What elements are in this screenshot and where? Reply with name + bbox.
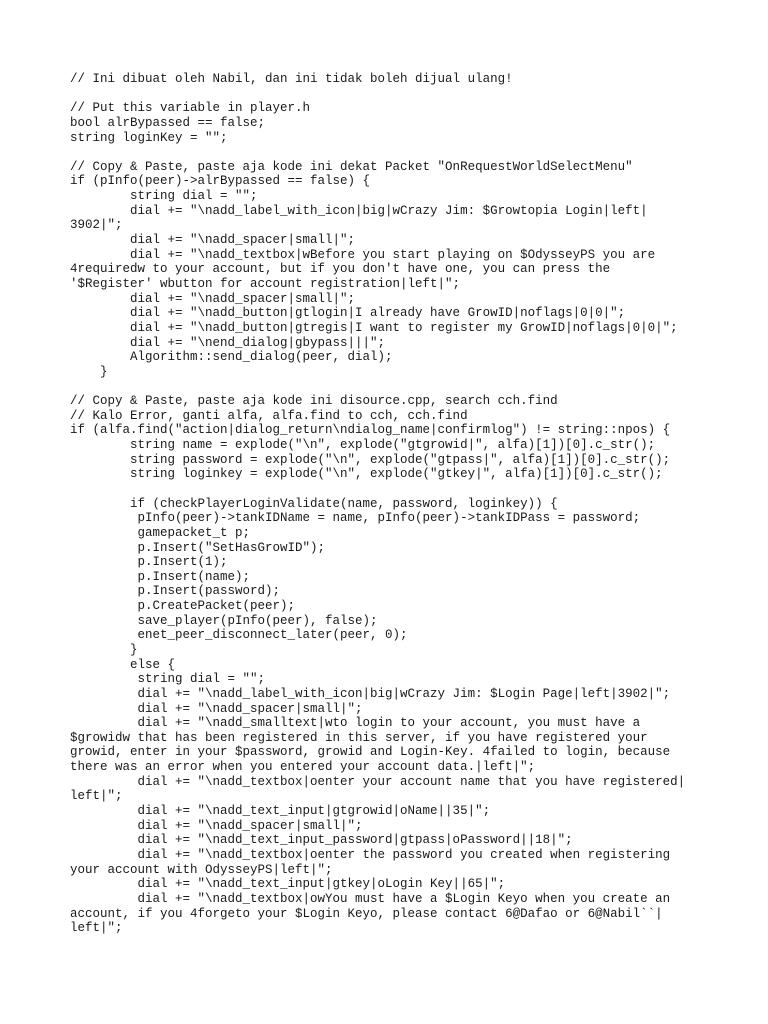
code-line: dial += "\nadd_spacer|small|"; [70,291,356,306]
code-block-header-comment [70,72,768,87]
code-line: dial += "\nadd_text_input|gtkey|oLogin Key||65|"; [70,877,506,892]
code-line: there was an error when you entered your account data.|left|"; [70,760,536,775]
code-line: dial += "\nadd_textbox|wBefore you start playing on $OdysseyPS you are [70,247,656,262]
code-line: $growidw that has been registered in this server, if you have registered your [70,730,648,745]
code-line: // Put this variable in player.h [70,101,311,116]
code-line: '$Register' wbutton for account registration|left|"; [70,276,461,291]
code-line: p.Insert(password); [70,584,281,599]
code-line: string dial = ""; [70,672,266,687]
code-block-player-variables [70,101,768,145]
code-block-world-select-menu [70,160,768,380]
code-line: dial += "\nadd_button|gtlogin|I already have GrowID|noflags|0|0|"; [70,306,626,321]
code-block-dialog-return-parse [70,394,768,482]
code-line: dial += "\nadd_text_input_password|gtpass|oPassword||18|"; [70,833,573,848]
code-line: // Copy & Paste, paste aja kode ini disource.cpp, search cch.find [70,394,558,409]
code-line: } [70,642,138,657]
code-line: if (pInfo(peer)->alrBypassed == false) { [70,174,371,189]
code-line: dial += "\nadd_label_with_icon|big|wCrazy Jim: $Login Page|left|3902|"; [70,686,671,701]
code-line: 4requiredw to your account, but if you don't have one, you can press the [70,262,611,277]
code-line: left|"; [70,789,123,804]
code-line: gamepacket_t p; [70,525,251,540]
code-line: // Copy & Paste, paste aja kode ini dekat Packet "OnRequestWorldSelectMenu" [70,159,633,174]
code-line: else { [70,657,176,672]
code-line: // Kalo Error, ganti alfa, alfa.find to cch, cch.find [70,408,468,423]
code-line: dial += "\nadd_spacer|small|"; [70,233,356,248]
code-line: dial += "\nadd_text_input|gtgrowid|oName||35|"; [70,804,491,819]
code-line: dial += "\nend_dialog|gbypass|||"; [70,335,386,350]
code-line: dial += "\nadd_textbox|oenter the password you created when registering [70,847,671,862]
code-line: bool alrBypassed == false; [70,115,266,130]
code-line: string loginKey = ""; [70,130,228,145]
code-line: string loginkey = explode("\n", explode("gtkey|", alfa)[1])[0].c_str(); [70,467,663,482]
code-line: if (checkPlayerLoginValidate(name, password, loginkey)) { [70,496,558,511]
code-line: dial += "\nadd_spacer|small|"; [70,818,363,833]
code-block-login-validate [70,497,768,936]
code-line: p.Insert("SetHasGrowID"); [70,540,326,555]
code-line: Algorithm::send_dialog(peer, dial); [70,350,393,365]
code-line: dial += "\nadd_textbox|oenter your account name that you have registered| [70,774,686,789]
code-line: dial += "\nadd_smalltext|wto login to your account, you must have a [70,716,641,731]
code-line: p.Insert(1); [70,555,228,570]
code-line: p.Insert(name); [70,569,251,584]
code-line: 3902|"; [70,218,123,233]
code-line: } [70,364,108,379]
code-line: string name = explode("\n", explode("gtgrowid|", alfa)[1])[0].c_str(); [70,438,656,453]
code-line: if (alfa.find("action|dialog_return\ndialog_name|confirmlog") != string::npos) { [70,423,671,438]
code-line: p.CreatePacket(peer); [70,599,296,614]
code-line: enet_peer_disconnect_later(peer, 0); [70,628,408,643]
code-line: dial += "\nadd_textbox|owYou must have a $Login Keyo when you create an [70,891,671,906]
code-line: account, if you 4forgeto your $Login Keyo, please contact 6@Dafao or 6@Nabil``| [70,906,663,921]
code-line: left|"; [70,921,123,936]
code-line: dial += "\nadd_label_with_icon|big|wCrazy Jim: $Growtopia Login|left| [70,203,648,218]
code-line: your account with OdysseyPS|left|"; [70,862,333,877]
code-line: // Ini dibuat oleh Nabil, dan ini tidak boleh dijual ulang! [70,72,513,86]
code-line: string password = explode("\n", explode("gtpass|", alfa)[1])[0].c_str(); [70,452,671,467]
code-line: pInfo(peer)->tankIDName = name, pInfo(peer)->tankIDPass = password; [70,511,641,526]
code-line: dial += "\nadd_button|gtregis|I want to register my GrowID|noflags|0|0|"; [70,320,678,335]
code-line: string dial = ""; [70,189,258,204]
code-line: save_player(pInfo(peer), false); [70,613,378,628]
code-line: growid, enter in your $password, growid and Login-Key. 4failed to login, because [70,745,671,760]
code-line: dial += "\nadd_spacer|small|"; [70,701,363,716]
